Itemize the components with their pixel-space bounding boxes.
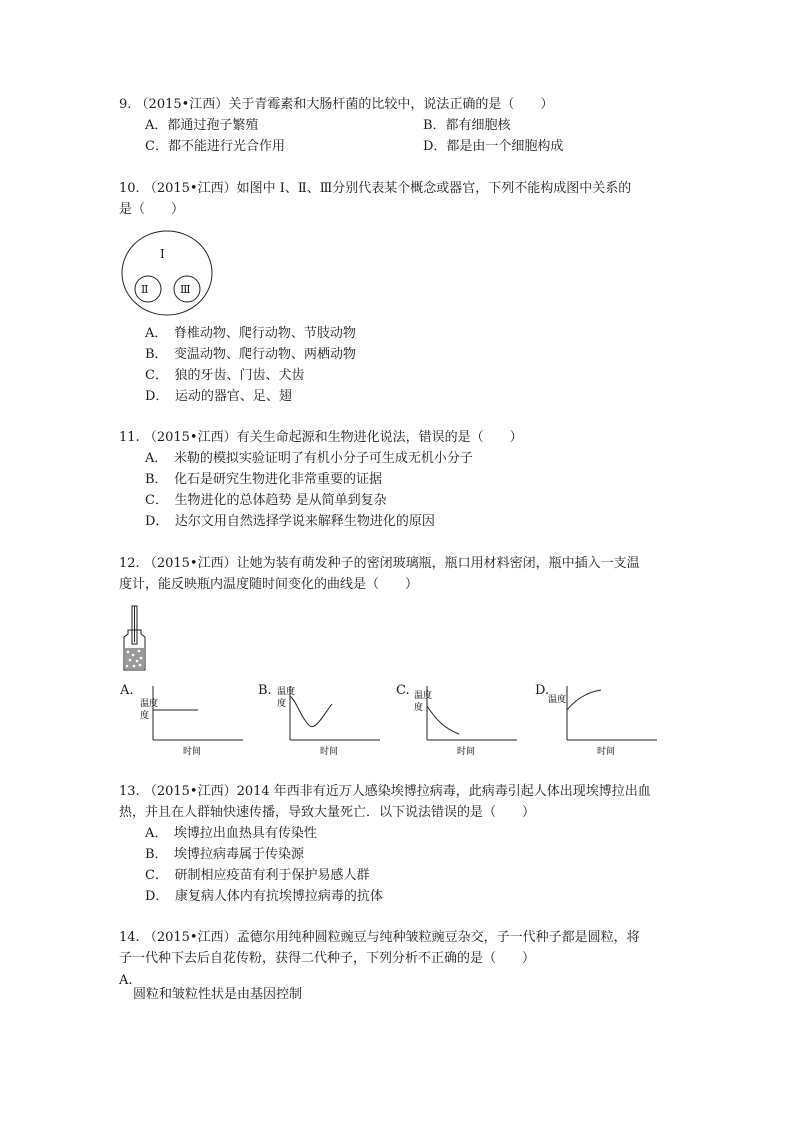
q13-source: （2015•江西）	[143, 784, 237, 799]
curve-rise	[567, 690, 601, 710]
q10-number: 10.	[119, 181, 140, 196]
x-label: 时间	[597, 747, 616, 757]
x-label: 时间	[320, 747, 339, 757]
q12-stem-line1	[119, 556, 640, 572]
q9-source: （2015•江西）	[135, 97, 229, 112]
x-label: 时间	[183, 747, 202, 757]
bottle-thermometer-illustration	[118, 604, 152, 674]
q11-option-b[interactable]: B． 化石是研究生物进化非常重要的证据	[145, 472, 383, 487]
q12-option-c[interactable]: C.	[396, 683, 410, 698]
diagram-label-outer: Ⅰ	[160, 247, 165, 261]
q10-text: 如图中 Ⅰ、Ⅱ、Ⅲ分别代表某个概念或器官，下列不能构成图中关系的	[236, 181, 632, 196]
q12-option-a[interactable]: A.	[120, 683, 134, 698]
curve-decline	[427, 706, 459, 734]
q14-option-a-label[interactable]: A.	[119, 973, 133, 988]
q10-stem-line2: 是（ ）	[119, 202, 185, 217]
q9-option-a[interactable]: A．都通过孢子繁殖	[145, 118, 259, 133]
q13-option-d[interactable]: D． 康复病人体内有抗埃博拉病毒的抗体	[145, 889, 383, 904]
q9-stem	[119, 97, 553, 113]
q13-stem-line2: 热，并且在人群轴快速传播，导致大量死亡．以下说法错误的是（ ）	[119, 805, 536, 820]
diagram-label-right: Ⅲ	[180, 283, 191, 296]
x-label: 时间	[457, 747, 476, 757]
y-label-2: 度	[414, 703, 424, 713]
q12-number: 12.	[119, 556, 140, 571]
q13-option-c[interactable]: C． 研制相应疫苗有利于保护易感人群	[145, 868, 370, 883]
q10-option-b[interactable]: B． 变温动物、爬行动物、两栖动物	[145, 347, 357, 362]
q10-option-a[interactable]: A． 脊椎动物、爬行动物、节肢动物	[145, 326, 356, 341]
q14-text: 孟德尔用纯种圆粒豌豆与纯种皱粒豌豆杂交，子一代种子都是圆粒，将	[236, 930, 640, 945]
graph-d	[548, 684, 667, 760]
q11-option-d[interactable]: D． 达尔文用自然选择学说来解释生物进化的原因	[145, 514, 435, 529]
y-label: 温度	[548, 695, 567, 705]
q10-option-c[interactable]: C． 狼的牙齿、门齿、犬齿	[145, 368, 305, 383]
q11-text: 有关生命起源和生物进化说法，错误的是（ ）	[236, 430, 523, 445]
graph-b	[277, 684, 390, 760]
q9-number: 9.	[119, 97, 132, 112]
q12-stem-line2: 度计，能反映瓶内温度随时间变化的曲线是（ ）	[119, 577, 419, 592]
q11-source: （2015•江西）	[143, 430, 237, 445]
q12-option-b[interactable]: B.	[258, 683, 272, 698]
q11-option-a[interactable]: A． 米勒的模拟实验证明了有机小分子可生成无机小分子	[145, 451, 473, 466]
q10-option-d[interactable]: D． 运动的器官、足、翅	[145, 389, 292, 404]
q13-stem-line1	[119, 784, 651, 800]
outer-circle	[122, 231, 212, 315]
q11-stem	[119, 430, 523, 446]
q13-option-b[interactable]: B． 埃博拉病毒属于传染源	[145, 847, 305, 862]
q10-source: （2015•江西）	[143, 181, 237, 196]
q13-number: 13.	[119, 784, 140, 799]
q14-stem-line1	[119, 930, 640, 946]
q10-concept-diagram	[120, 230, 220, 320]
q10-stem-line1	[119, 181, 631, 197]
curve-dip	[290, 696, 332, 727]
y-label-2: 度	[140, 711, 150, 721]
q13-text: 2014 年西非有近万人感染埃博拉病毒，此病毒引起人体出现埃博拉出血	[236, 784, 651, 799]
q11-number: 11.	[119, 430, 140, 445]
graph-c	[414, 684, 527, 760]
q14-stem-line2: 子一代种下去后自花传粉，获得二代种子，下列分析不正确的是（ ）	[119, 951, 536, 966]
q9-option-d[interactable]: D．都是由一个细胞构成	[423, 139, 564, 154]
q11-option-c[interactable]: C． 生物进化的总体趋势 是从简单到复杂	[145, 493, 387, 508]
q12-text: 让她为装有萌发种子的密闭玻璃瓶，瓶口用材料密闭，瓶中插入一支温	[236, 556, 640, 571]
y-label: 温度	[277, 687, 296, 697]
q12-source: （2015•江西）	[143, 556, 237, 571]
q13-option-a[interactable]: A． 埃博拉出血热具有传染性	[145, 826, 317, 841]
y-label: 温度	[140, 699, 159, 709]
q12-option-d[interactable]: D.	[535, 683, 550, 698]
q9-option-b[interactable]: B．都有细胞核	[423, 118, 511, 133]
q9-option-c[interactable]: C．都不能进行光合作用	[145, 139, 285, 154]
graph-a	[140, 684, 253, 760]
q14-number: 14.	[119, 930, 140, 945]
q14-option-a-text[interactable]: 圆粒和皱粒性状是由基因控制	[133, 987, 303, 1002]
diagram-label-left: Ⅱ	[141, 283, 149, 296]
q9-text: 关于青霉素和大肠杆菌的比较中，说法正确的是（ ）	[228, 97, 554, 112]
y-label: 温度	[414, 691, 433, 701]
q14-source: （2015•江西）	[143, 930, 237, 945]
y-label-2: 度	[277, 699, 287, 709]
